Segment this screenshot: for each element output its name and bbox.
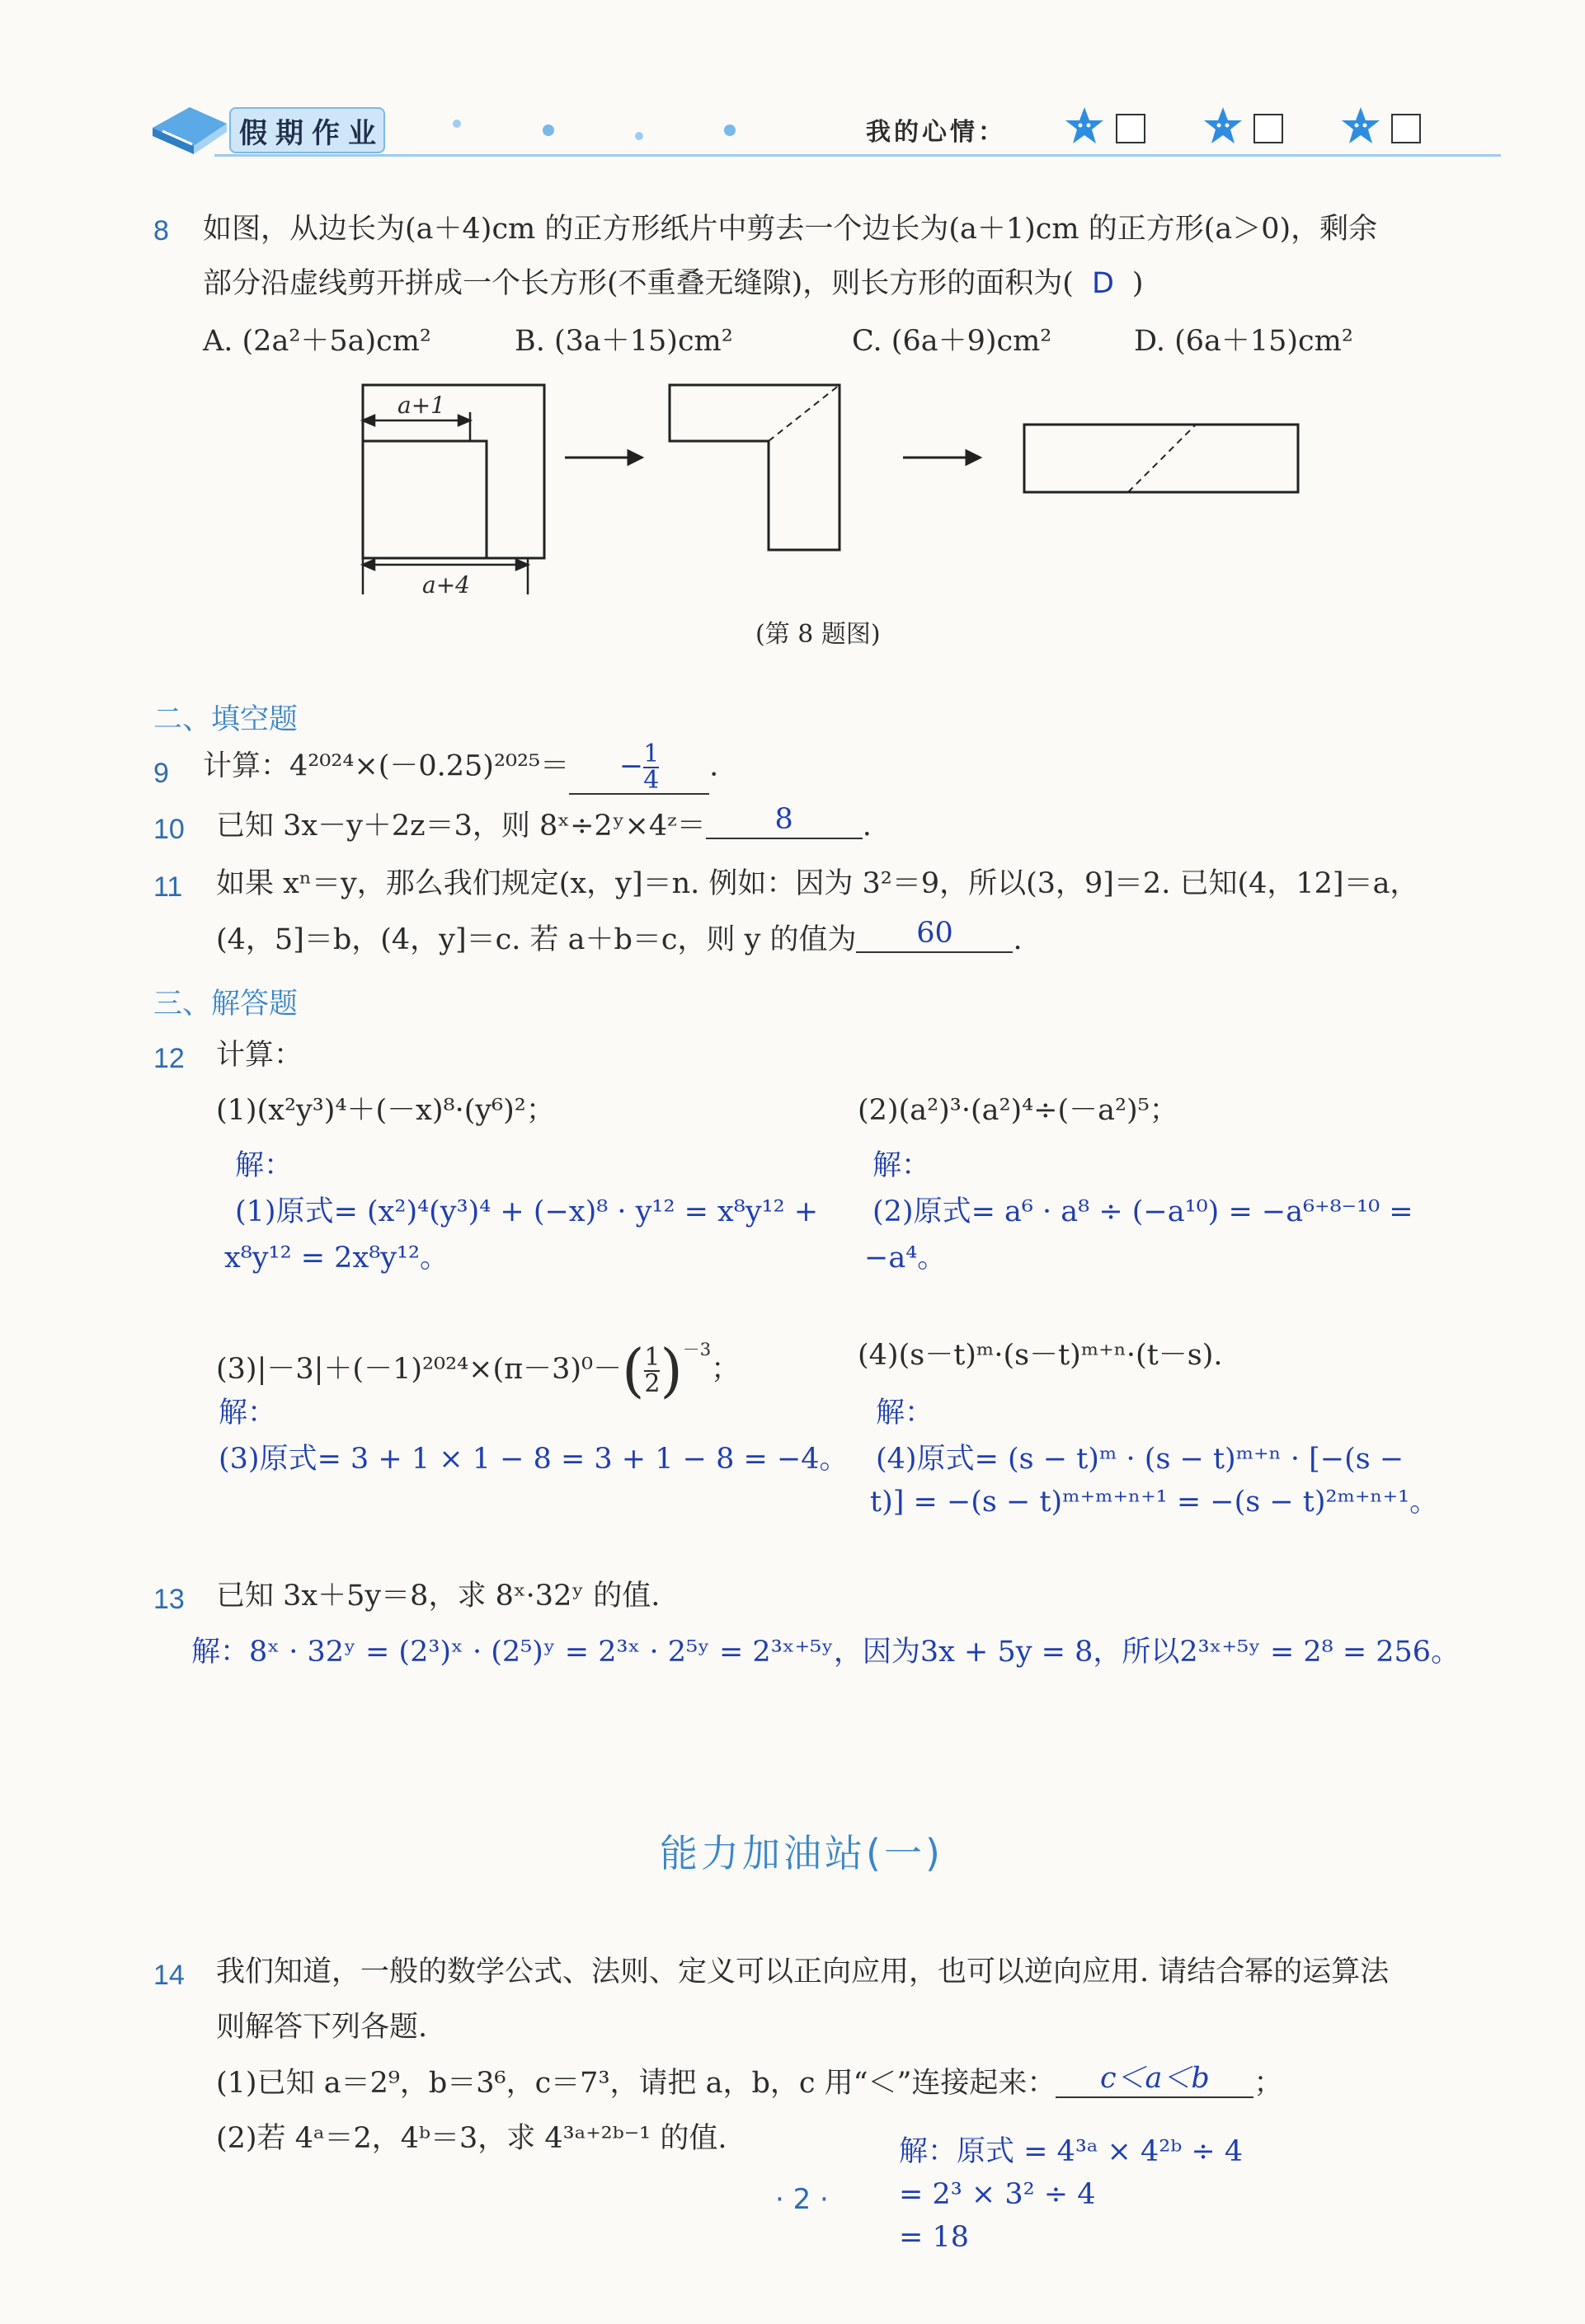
section-heading: 三、解答题: [153, 988, 299, 1021]
q8-option-b: B. (3a＋15)cm²: [515, 325, 733, 358]
q9-answer-blank: [569, 739, 709, 795]
q9-text: [203, 739, 719, 795]
q9-answer-fraction: [643, 739, 660, 795]
q12-part3-exponent: －3: [682, 1340, 712, 1359]
transform-arrows: [565, 451, 980, 464]
q12-part3-body: (3)|－3|＋(－1)²⁰²⁴×(π－3)⁰－: [216, 1353, 623, 1386]
question-number: 11: [153, 871, 183, 903]
q9-answer-numerator: 1: [643, 739, 660, 768]
header-underline: [214, 154, 1501, 157]
q12-jie-3: 解：: [219, 1397, 277, 1430]
q9-answer-sign: −: [618, 749, 644, 783]
header: [0, 0, 1585, 165]
q8-option-c: C. (6a＋9)cm²: [852, 325, 1052, 358]
q12-answer3: (3)原式= 3 + 1 × 1 − 8 = 3 + 1 − 8 = −4。: [219, 1443, 849, 1476]
question-number: 12: [153, 1043, 185, 1074]
q14-part1-answer: c＜a＜b: [1056, 2060, 1253, 2098]
q11-end: .: [1013, 923, 1023, 956]
dots-decoration: [445, 115, 792, 140]
q8-close-paren: ): [1131, 267, 1144, 300]
q12-answer4-line1: (4)原式= (s − t)ᵐ · (s − t)ᵐ⁺ⁿ · [−(s −: [876, 1443, 1404, 1476]
q12-part1: (1)(x²y³)⁴＋(－x)⁸·(y⁶)²；: [216, 1094, 555, 1127]
page-number: · 2 ·: [775, 2183, 829, 2216]
q8-text-line1: 如图，从边长为(a＋4)cm 的正方形纸片中剪去一个边长为(a＋1)cm 的正方形(a＞0)，剩余: [203, 213, 1378, 246]
q9-text-body: 计算：4²⁰²⁴×(－0.25)²⁰²⁵＝: [203, 749, 570, 783]
label-a-plus-1: a+1: [397, 392, 445, 419]
star-icon: [1202, 106, 1244, 147]
q8-text-line2-body: 部分沿虚线剪开拼成一个长方形(不重叠无缝隙)，则长方形的面积为(: [203, 267, 1074, 300]
q8-text-line2: [203, 265, 1144, 302]
q12-part2: (2)(a²)³·(a²)⁴÷(－a²)⁵；: [858, 1094, 1178, 1127]
q9-answer-denominator: 4: [643, 766, 660, 795]
q11-line2-body: (4，5]＝b，(4，y]＝c. 若 a＋b＝c，则 y 的值为: [216, 923, 857, 956]
mood-checkbox-3[interactable]: [1391, 114, 1421, 143]
q14-solution-line2: = 2³ × 3² ÷ 4: [899, 2178, 1096, 2211]
q10-text: [216, 803, 872, 846]
q12-answer1-line1: (1)原式= (x²)⁴(y³)⁴ + (−x)⁸ · y¹² = x⁸y¹² +: [235, 1195, 819, 1228]
q14-line2: 则解答下列各题.: [216, 2011, 428, 2044]
q12-jie-1: 解：: [235, 1149, 294, 1182]
q12-answer1-line2: x⁸y¹² = 2x⁸y¹²。: [224, 1242, 449, 1275]
question-number: 14: [153, 1960, 185, 1991]
q12-part4: (4)(s－t)ᵐ·(s－t)ᵐ⁺ⁿ·(t－s).: [858, 1339, 1223, 1372]
q13-text: 已知 3x＋5y＝8，求 8ˣ·32ʸ 的值.: [216, 1580, 661, 1613]
q10-text-body: 已知 3x－y＋2z＝3，则 8ˣ÷2ʸ×4ᶻ＝: [216, 810, 706, 843]
book-icon: [144, 95, 243, 161]
q12-part3-denominator: 2: [644, 1369, 661, 1398]
paren-left: (: [622, 1336, 645, 1405]
q8-figure: [346, 375, 1319, 614]
q14-part1-end: ；: [1253, 2067, 1283, 2100]
q11-line2: [216, 917, 1023, 960]
q8-answer: D: [1091, 267, 1114, 300]
l-shape: [670, 385, 840, 550]
section-title: 能力加油站(一): [660, 1831, 943, 1876]
q12-part3-numerator: 1: [644, 1342, 661, 1372]
question-number: 10: [153, 814, 185, 845]
question-number: 8: [153, 215, 169, 246]
q12-title: 计算：: [216, 1039, 303, 1072]
paren-right: ): [660, 1336, 683, 1405]
q11-line1: 如果 xⁿ＝y，那么我们规定(x，y]＝n. 例如：因为 3²＝9，所以(3，9]＝2. 已知(4，12]＝a，: [216, 867, 1419, 900]
q14-part1-body: (1)已知 a＝2⁹，b＝3⁶，c＝7³，请把 a，b，c 用“＜”连接起来：: [216, 2067, 1056, 2100]
header-title: 假期作业: [239, 117, 384, 150]
q14-solution-line3: = 18: [899, 2221, 969, 2254]
q14-part1: [216, 2062, 1283, 2103]
mood-rating: [1064, 106, 1460, 147]
q12-part3-end: ；: [711, 1353, 741, 1386]
q12-answer4-line2: t)] = −(s − t)ᵐ⁺ᵐ⁺ⁿ⁺¹ = −(s − t)²ᵐ⁺ⁿ⁺¹。: [870, 1486, 1439, 1519]
question-number: 9: [153, 758, 169, 789]
q14-solution-line1: 解：原式 = 4³ᵃ × 4²ᵇ ÷ 4: [899, 2135, 1244, 2168]
q14-part2: (2)若 4ᵃ＝2，4ᵇ＝3，求 4³ᵃ⁺²ᵇ⁻¹ 的值.: [216, 2122, 727, 2155]
q12-answer2-line1: (2)原式= a⁶ · a⁸ ÷ (−a¹⁰) = −a⁶⁺⁸⁻¹⁰ =: [872, 1195, 1413, 1228]
q12-part3-fraction: [644, 1342, 661, 1398]
q14-line1: 我们知道，一般的数学公式、法则、定义可以正向应用，也可以逆向应用. 请结合幂的运算法: [216, 1955, 1390, 1988]
q11-answer: 60: [856, 915, 1013, 953]
star-icon: [1340, 106, 1381, 147]
q9-end: .: [709, 749, 719, 783]
dimension-arrows: [363, 412, 528, 594]
q12-part3: [216, 1331, 741, 1405]
q8-option-a: A. (2a²＋5a)cm²: [203, 325, 431, 358]
section-heading: 二、填空题: [153, 703, 299, 736]
star-icon: [1064, 106, 1105, 147]
q8-option-d: D. (6a＋15)cm²: [1134, 325, 1353, 358]
mood-label: 我的心情：: [866, 118, 1006, 147]
mood-checkbox-1[interactable]: [1116, 114, 1145, 143]
q10-end: .: [862, 810, 872, 843]
q10-answer: 8: [706, 801, 863, 839]
label-a-plus-4: a+4: [422, 571, 470, 599]
q12-jie-4: 解：: [876, 1397, 934, 1430]
q12-answer2-line2: −a⁴。: [864, 1242, 947, 1275]
q13-answer: 解：8ˣ · 32ʸ = (2³)ˣ · (2⁵)ʸ = 2³ˣ · 2⁵ʸ = 2³ˣ⁺⁵ʸ，因为3x + 5y = 8，所以2³ˣ⁺⁵ʸ = 2⁸ = 256。: [191, 1636, 1460, 1669]
big-square: [363, 385, 544, 558]
figure-caption: (第 8 题图): [755, 620, 881, 649]
q12-jie-2: 解：: [872, 1149, 931, 1182]
mood-checkbox-2[interactable]: [1253, 114, 1283, 143]
question-number: 13: [153, 1584, 185, 1615]
